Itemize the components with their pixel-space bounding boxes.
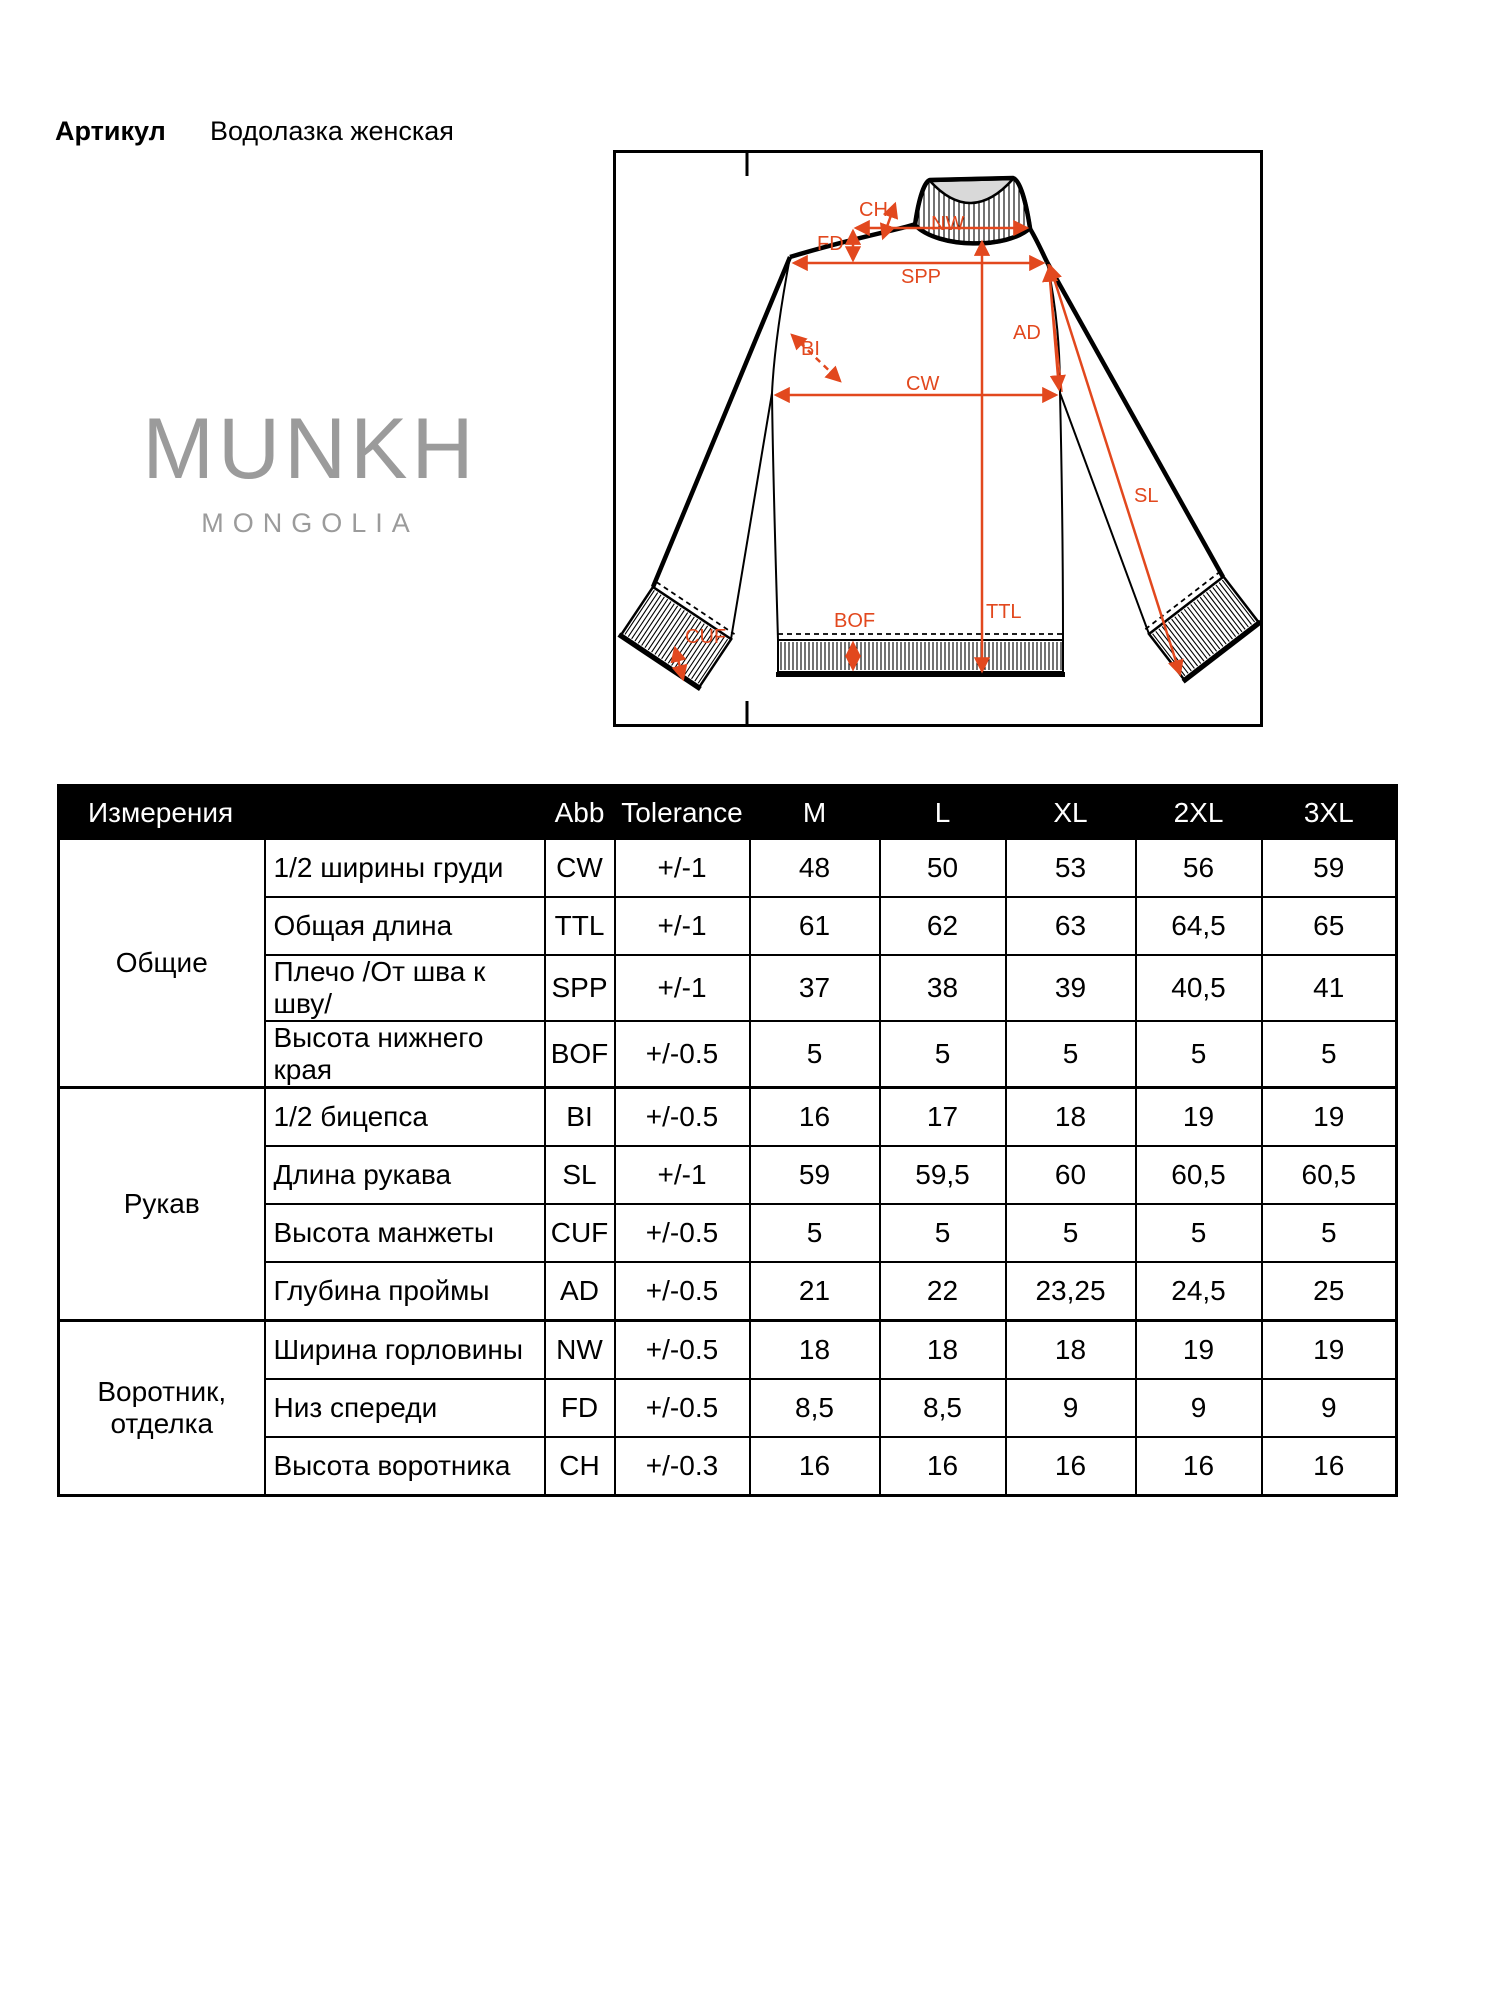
table-header-row bbox=[59, 786, 1397, 840]
tolerance-value: +/-0.5 bbox=[615, 1321, 750, 1380]
size-value: 62 bbox=[880, 897, 1006, 955]
size-value: 9 bbox=[1262, 1379, 1397, 1437]
diagram-label-ch: CH bbox=[859, 199, 888, 221]
size-value: 5 bbox=[1262, 1204, 1397, 1262]
size-value: 16 bbox=[750, 1088, 880, 1147]
size-value: 53 bbox=[1006, 839, 1136, 897]
table-row bbox=[59, 1088, 1397, 1147]
diagram-label-fd: FD bbox=[817, 233, 844, 255]
size-value: 23,25 bbox=[1006, 1262, 1136, 1321]
diagram-label-ttl: TTL bbox=[986, 601, 1022, 623]
measure-name: Общая длина bbox=[265, 897, 545, 955]
size-value: 25 bbox=[1262, 1262, 1397, 1321]
measure-name: Плечо /От шва к шву/ bbox=[265, 955, 545, 1021]
tolerance-value: +/-1 bbox=[615, 839, 750, 897]
diagram-label-cuf: CUF bbox=[685, 626, 727, 648]
diagram-label-cw: CW bbox=[906, 373, 940, 395]
size-value: 60,5 bbox=[1262, 1146, 1397, 1204]
size-value: 17 bbox=[880, 1088, 1006, 1147]
sl-arrow bbox=[1050, 266, 1180, 674]
abb-value: SL bbox=[545, 1146, 615, 1204]
col-header-abb: Abb bbox=[545, 786, 615, 840]
article-value: Водолазка женская bbox=[210, 116, 454, 146]
abb-value: CUF bbox=[545, 1204, 615, 1262]
col-header-size-m: M bbox=[750, 786, 880, 840]
abb-value: BI bbox=[545, 1088, 615, 1147]
size-chart-table bbox=[57, 784, 1398, 1497]
size-value: 21 bbox=[750, 1262, 880, 1321]
size-value: 61 bbox=[750, 897, 880, 955]
size-value: 5 bbox=[1136, 1204, 1262, 1262]
measure-name: Ширина горловины bbox=[265, 1321, 545, 1380]
size-value: 24,5 bbox=[1136, 1262, 1262, 1321]
size-value: 9 bbox=[1136, 1379, 1262, 1437]
article-label: Артикул bbox=[55, 116, 166, 146]
size-value: 18 bbox=[750, 1321, 880, 1380]
measure-name: 1/2 бицепса bbox=[265, 1088, 545, 1147]
size-value: 5 bbox=[750, 1021, 880, 1088]
diagram-label-ad: AD bbox=[1013, 322, 1041, 344]
size-value: 5 bbox=[880, 1021, 1006, 1088]
col-header-tolerance: Tolerance bbox=[615, 786, 750, 840]
size-value: 59,5 bbox=[880, 1146, 1006, 1204]
group-label-general: Общие bbox=[59, 839, 265, 1088]
size-value: 65 bbox=[1262, 897, 1397, 955]
size-value: 39 bbox=[1006, 955, 1136, 1021]
table-left-border-extension bbox=[57, 1451, 60, 1478]
size-value: 5 bbox=[1006, 1021, 1136, 1088]
size-value: 38 bbox=[880, 955, 1006, 1021]
brand-subtitle: MONGOLIA bbox=[201, 508, 419, 538]
garment-diagram bbox=[613, 150, 1263, 727]
measure-name: Глубина проймы bbox=[265, 1262, 545, 1321]
size-value: 5 bbox=[1262, 1021, 1397, 1088]
size-value: 41 bbox=[1262, 955, 1397, 1021]
tolerance-value: +/-0.5 bbox=[615, 1204, 750, 1262]
measure-name: Низ спереди bbox=[265, 1379, 545, 1437]
abb-value: CH bbox=[545, 1437, 615, 1496]
brand-name: MUNKH bbox=[142, 401, 478, 497]
size-value: 18 bbox=[880, 1321, 1006, 1380]
tolerance-value: +/-1 bbox=[615, 955, 750, 1021]
col-header-measurements: Измерения bbox=[59, 786, 545, 840]
group-cell-open-bottom bbox=[61, 1448, 260, 1455]
size-value: 19 bbox=[1136, 1321, 1262, 1380]
size-value: 18 bbox=[1006, 1088, 1136, 1147]
tolerance-value: +/-1 bbox=[615, 1146, 750, 1204]
size-value: 59 bbox=[1262, 839, 1397, 897]
size-value: 59 bbox=[750, 1146, 880, 1204]
tolerance-value: +/-1 bbox=[615, 897, 750, 955]
table-row bbox=[59, 839, 1397, 897]
size-value: 19 bbox=[1262, 1321, 1397, 1380]
diagram-label-spp: SPP bbox=[901, 266, 942, 288]
size-value: 18 bbox=[1006, 1321, 1136, 1380]
measure-name: Высота манжеты bbox=[265, 1204, 545, 1262]
size-value: 56 bbox=[1136, 839, 1262, 897]
diagram-label-sl: SL bbox=[1134, 485, 1159, 507]
size-value: 16 bbox=[1262, 1437, 1397, 1496]
size-value: 9 bbox=[1006, 1379, 1136, 1437]
right-cuff bbox=[1144, 571, 1261, 682]
table-row bbox=[59, 1321, 1397, 1380]
col-header-size-xl: XL bbox=[1006, 786, 1136, 840]
tolerance-value: +/-0.5 bbox=[615, 1088, 750, 1147]
diagram-label-bof: BOF bbox=[834, 610, 876, 632]
abb-value: AD bbox=[545, 1262, 615, 1321]
size-value: 5 bbox=[750, 1204, 880, 1262]
size-value: 5 bbox=[880, 1204, 1006, 1262]
size-value: 63 bbox=[1006, 897, 1136, 955]
abb-value: CW bbox=[545, 839, 615, 897]
group-label-sleeve: Рукав bbox=[59, 1088, 265, 1321]
tolerance-value: +/-0.5 bbox=[615, 1262, 750, 1321]
size-value: 5 bbox=[1006, 1204, 1136, 1262]
size-value: 16 bbox=[880, 1437, 1006, 1496]
group-label-collar: Воротник, отделка bbox=[59, 1321, 265, 1496]
size-value: 22 bbox=[880, 1262, 1006, 1321]
col-header-size-3xl: 3XL bbox=[1262, 786, 1397, 840]
size-value: 16 bbox=[1006, 1437, 1136, 1496]
measure-name: 1/2 ширины груди bbox=[265, 839, 545, 897]
tolerance-value: +/-0.3 bbox=[615, 1437, 750, 1496]
size-value: 19 bbox=[1136, 1088, 1262, 1147]
tolerance-value: +/-0.5 bbox=[615, 1021, 750, 1088]
size-value: 8,5 bbox=[880, 1379, 1006, 1437]
size-value: 60,5 bbox=[1136, 1146, 1262, 1204]
size-value: 19 bbox=[1262, 1088, 1397, 1147]
size-value: 16 bbox=[1136, 1437, 1262, 1496]
brand-logo bbox=[90, 401, 530, 539]
abb-value: NW bbox=[545, 1321, 615, 1380]
hem-band bbox=[776, 634, 1065, 675]
abb-value: FD bbox=[545, 1379, 615, 1437]
size-value: 48 bbox=[750, 839, 880, 897]
abb-value: SPP bbox=[545, 955, 615, 1021]
abb-value: TTL bbox=[545, 897, 615, 955]
col-header-size-l: L bbox=[880, 786, 1006, 840]
size-value: 8,5 bbox=[750, 1379, 880, 1437]
diagram-label-bi: BI bbox=[801, 338, 820, 360]
measure-name: Высота воротника bbox=[265, 1437, 545, 1496]
abb-value: BOF bbox=[545, 1021, 615, 1088]
measure-name: Высота нижнего края bbox=[265, 1021, 545, 1088]
tolerance-value: +/-0.5 bbox=[615, 1379, 750, 1437]
size-value: 64,5 bbox=[1136, 897, 1262, 955]
measure-name: Длина рукава bbox=[265, 1146, 545, 1204]
size-value: 16 bbox=[750, 1437, 880, 1496]
size-value: 37 bbox=[750, 955, 880, 1021]
size-value: 40,5 bbox=[1136, 955, 1262, 1021]
size-value: 50 bbox=[880, 839, 1006, 897]
size-value: 5 bbox=[1136, 1021, 1262, 1088]
size-value: 60 bbox=[1006, 1146, 1136, 1204]
diagram-label-nw: NW bbox=[931, 213, 965, 235]
col-header-size-2xl: 2XL bbox=[1136, 786, 1262, 840]
